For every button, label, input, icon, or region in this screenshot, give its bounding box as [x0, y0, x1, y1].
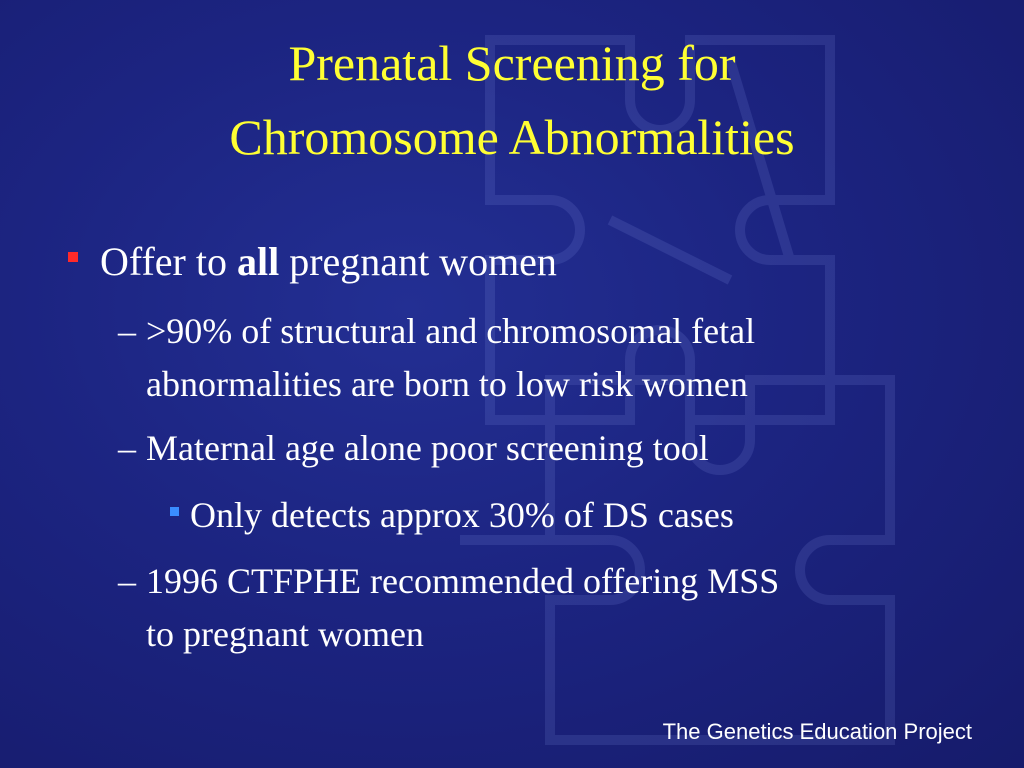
sub-bullet-2-dash: –	[118, 428, 136, 468]
sub-bullet-2-text: Maternal age alone poor screening tool	[146, 428, 709, 468]
blue-square-bullet-icon	[170, 507, 179, 516]
sub-bullet-3-line-1: 1996 CTFPHE recommended offering MSS	[146, 561, 780, 601]
sub-sub-bullet-1-text: Only detects approx 30% of DS cases	[190, 495, 734, 535]
slide-title-line-2: Chromosome Abnormalities	[229, 109, 795, 165]
sub-bullet-3-dash: –	[118, 561, 136, 601]
sub-bullet-1-line-2: abnormalities are born to low risk women	[146, 364, 748, 404]
bullet-1-suffix: pregnant women	[279, 239, 557, 284]
bullet-1-prefix: Offer to	[100, 239, 237, 284]
bullet-1-bold: all	[237, 239, 280, 284]
red-square-bullet-icon	[68, 252, 78, 262]
slide-title-line-1: Prenatal Screening for	[288, 35, 736, 91]
sub-bullet-1-line-1: >90% of structural and chromosomal fetal	[146, 311, 756, 351]
bullet-offer-to-all	[100, 238, 557, 286]
slide-footer: The Genetics Education Project	[662, 719, 972, 744]
sub-bullet-3-line-2: to pregnant women	[146, 614, 424, 654]
sub-bullet-1-dash: –	[118, 311, 136, 351]
